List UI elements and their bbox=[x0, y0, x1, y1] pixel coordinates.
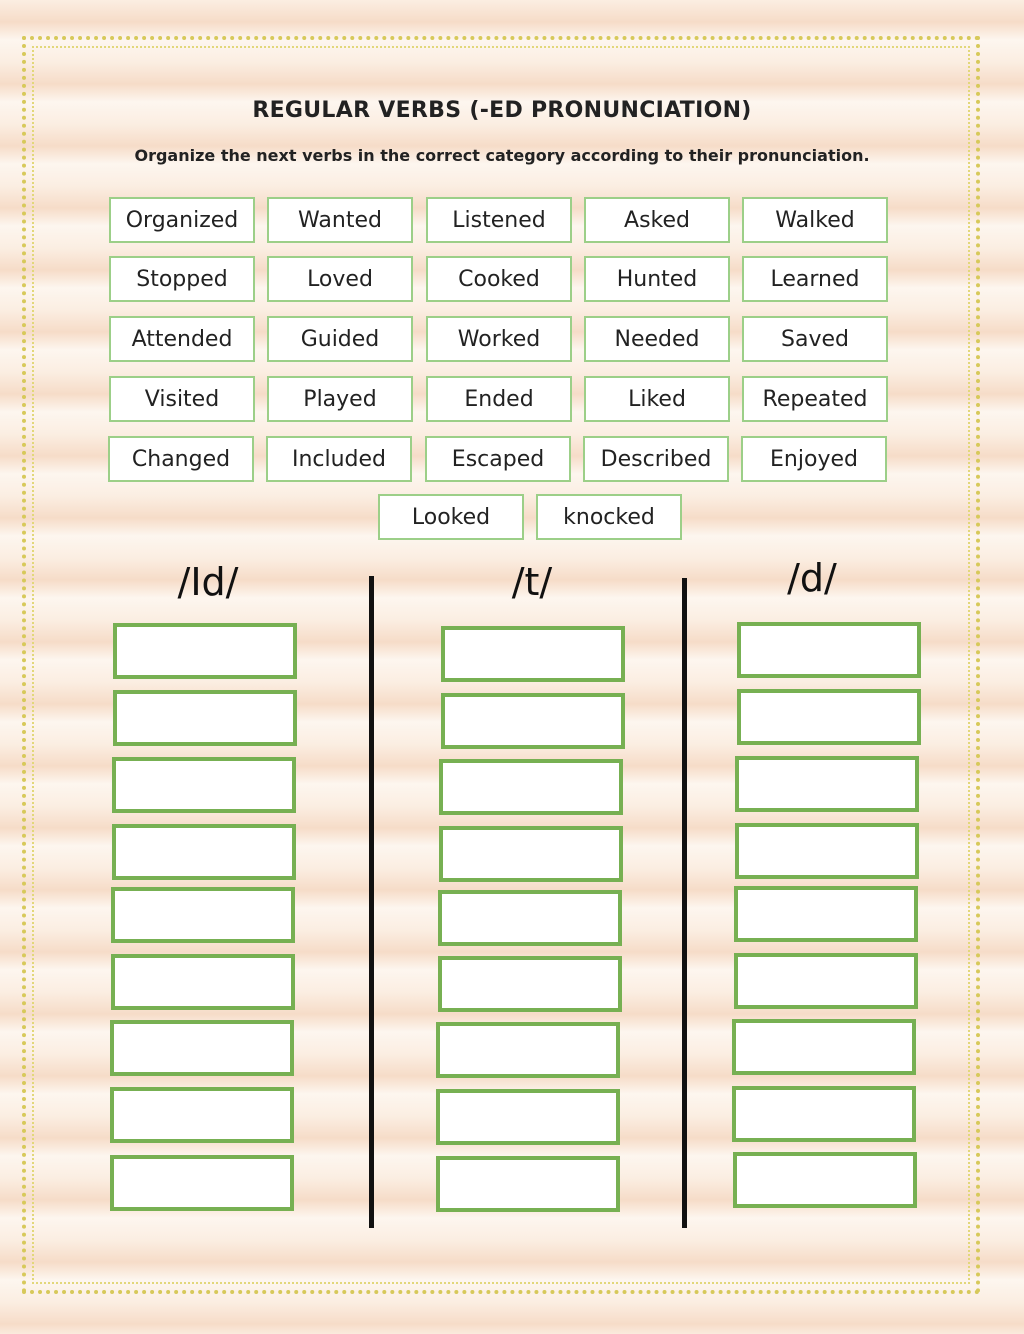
word-card[interactable]: Played bbox=[267, 376, 413, 422]
word-card[interactable]: Liked bbox=[584, 376, 730, 422]
answer-box-id[interactable] bbox=[113, 623, 297, 679]
word-card[interactable]: Ended bbox=[426, 376, 572, 422]
answer-box-t[interactable] bbox=[441, 693, 625, 749]
answer-box-id[interactable] bbox=[110, 1155, 294, 1211]
word-card[interactable]: Repeated bbox=[742, 376, 888, 422]
answer-box-id[interactable] bbox=[110, 1087, 294, 1143]
word-card[interactable]: Cooked bbox=[426, 256, 572, 302]
word-card[interactable]: Worked bbox=[426, 316, 572, 362]
answer-box-t[interactable] bbox=[436, 1089, 620, 1145]
category-heading-t: /t/ bbox=[511, 560, 553, 604]
answer-box-t[interactable] bbox=[438, 956, 622, 1012]
category-heading-d: /d/ bbox=[787, 556, 837, 600]
word-card[interactable]: Stopped bbox=[109, 256, 255, 302]
answer-box-d[interactable] bbox=[733, 1152, 917, 1208]
answer-box-d[interactable] bbox=[732, 1086, 916, 1142]
answer-box-id[interactable] bbox=[111, 887, 295, 943]
word-card[interactable]: Visited bbox=[109, 376, 255, 422]
word-card[interactable]: Asked bbox=[584, 197, 730, 243]
answer-box-t[interactable] bbox=[436, 1022, 620, 1078]
word-card[interactable]: Listened bbox=[426, 197, 572, 243]
answer-box-d[interactable] bbox=[737, 689, 921, 745]
worksheet-instructions: Organize the next verbs in the correct category according to their pronunciation. bbox=[134, 146, 870, 165]
word-card[interactable]: Enjoyed bbox=[741, 436, 887, 482]
word-card[interactable]: Included bbox=[266, 436, 412, 482]
answer-box-id[interactable] bbox=[113, 690, 297, 746]
word-card[interactable]: Described bbox=[583, 436, 729, 482]
word-card[interactable]: Escaped bbox=[425, 436, 571, 482]
word-card[interactable]: Changed bbox=[108, 436, 254, 482]
answer-box-d[interactable] bbox=[734, 953, 918, 1009]
word-card[interactable]: Hunted bbox=[584, 256, 730, 302]
answer-box-t[interactable] bbox=[441, 626, 625, 682]
answer-box-d[interactable] bbox=[734, 886, 918, 942]
answer-box-d[interactable] bbox=[735, 823, 919, 879]
column-divider bbox=[682, 578, 687, 1228]
word-card[interactable]: Guided bbox=[267, 316, 413, 362]
word-card[interactable]: Saved bbox=[742, 316, 888, 362]
category-heading-id: /Id/ bbox=[177, 560, 239, 604]
column-divider bbox=[369, 576, 374, 1228]
answer-box-id[interactable] bbox=[110, 1020, 294, 1076]
worksheet-title: REGULAR VERBS (-ED PRONUNCIATION) bbox=[252, 98, 752, 123]
answer-box-t[interactable] bbox=[436, 1156, 620, 1212]
answer-box-t[interactable] bbox=[438, 890, 622, 946]
answer-box-id[interactable] bbox=[112, 824, 296, 880]
answer-box-d[interactable] bbox=[735, 756, 919, 812]
word-card[interactable]: knocked bbox=[536, 494, 682, 540]
answer-box-t[interactable] bbox=[439, 759, 623, 815]
word-card[interactable]: Walked bbox=[742, 197, 888, 243]
word-card[interactable]: Organized bbox=[109, 197, 255, 243]
word-card[interactable]: Learned bbox=[742, 256, 888, 302]
answer-box-d[interactable] bbox=[732, 1019, 916, 1075]
word-card[interactable]: Needed bbox=[584, 316, 730, 362]
answer-box-id[interactable] bbox=[111, 954, 295, 1010]
answer-box-d[interactable] bbox=[737, 622, 921, 678]
word-card[interactable]: Looked bbox=[378, 494, 524, 540]
word-card[interactable]: Attended bbox=[109, 316, 255, 362]
word-card[interactable]: Loved bbox=[267, 256, 413, 302]
answer-box-t[interactable] bbox=[439, 826, 623, 882]
answer-box-id[interactable] bbox=[112, 757, 296, 813]
word-card[interactable]: Wanted bbox=[267, 197, 413, 243]
